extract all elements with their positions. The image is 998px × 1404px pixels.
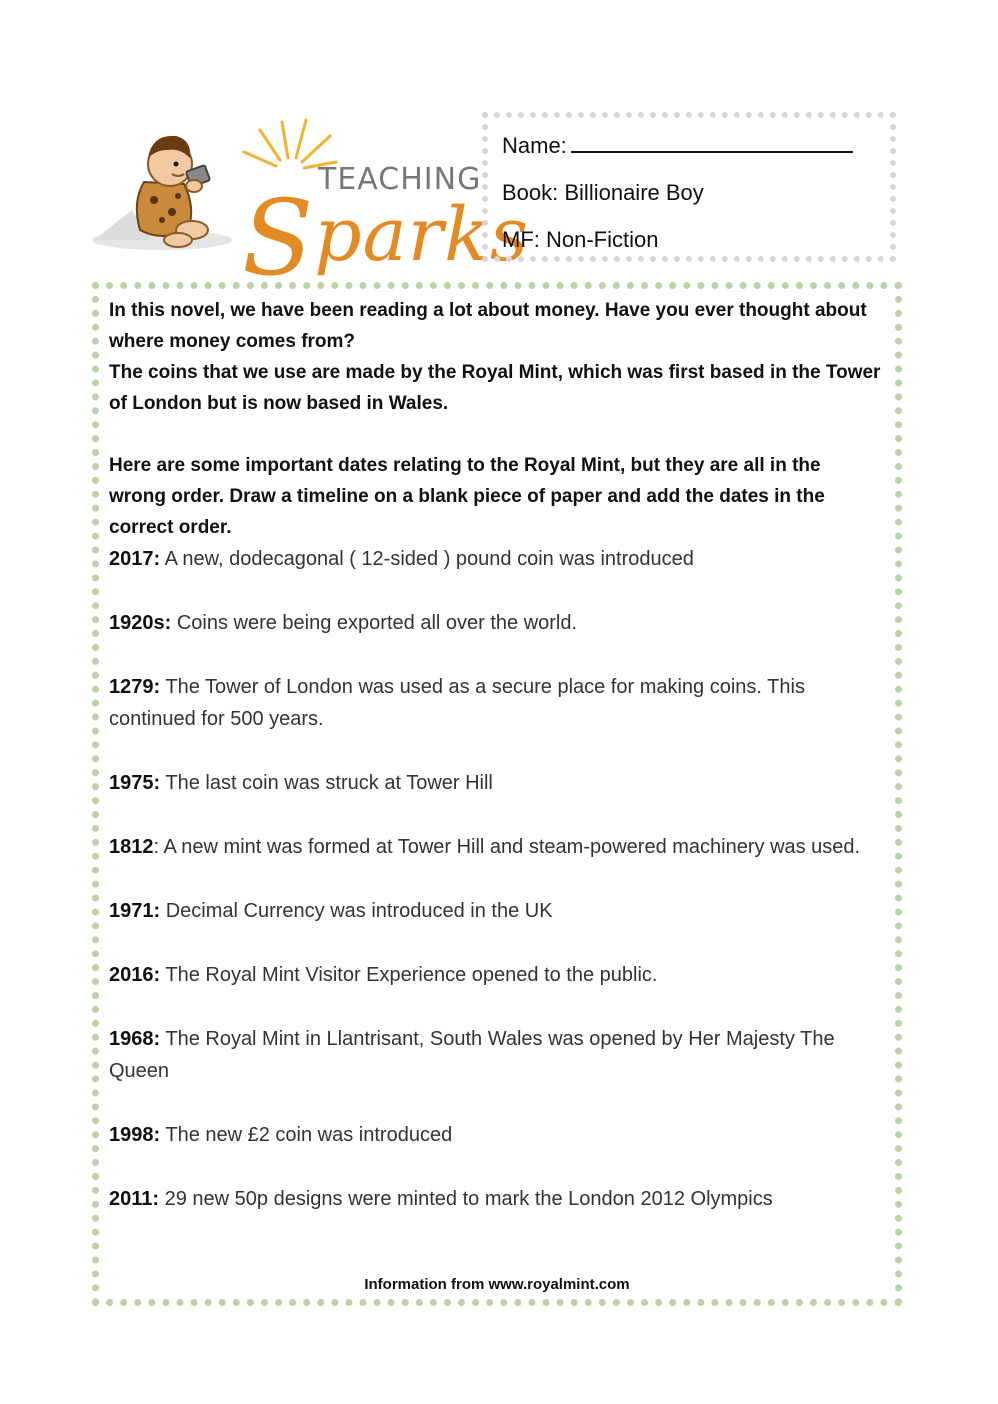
- entry-year: 1998:: [109, 1124, 161, 1146]
- source-footer: Information from www.royalmint.com: [364, 1276, 630, 1293]
- entry-text: The Royal Mint Visitor Experience opened to the public.: [160, 964, 658, 986]
- name-row: [502, 126, 890, 173]
- entry-year: 2011:: [109, 1188, 160, 1210]
- name-blank-line[interactable]: [571, 131, 853, 153]
- list-item: [109, 607, 881, 639]
- list-item: [109, 1183, 881, 1215]
- book-row: Book: Billionaire Boy: [502, 180, 704, 205]
- list-item: [109, 767, 881, 799]
- intro-paragraph-1: In this novel, we have been reading a lot about money. Have you ever thought about where money comes from?: [109, 300, 867, 352]
- entry-year: 2017:: [109, 548, 161, 570]
- student-info-box: [482, 112, 896, 262]
- entry-text: The last coin was struck at Tower Hill: [160, 772, 493, 794]
- list-item: [109, 831, 881, 863]
- entry-text: The new £2 coin was introduced: [160, 1124, 453, 1146]
- entry-year: 1812: [109, 836, 154, 858]
- logo-sparks-initial: S: [242, 177, 315, 299]
- list-item: [109, 671, 881, 735]
- list-item: [109, 895, 881, 927]
- mf-row: MF: Non-Fiction: [502, 227, 659, 252]
- intro-paragraph-2: The coins that we use are made by the Royal Mint, which was first based in the Tower of London but is now based in Wales.: [109, 362, 881, 414]
- list-item: [109, 1119, 881, 1151]
- entry-year: 1971:: [109, 900, 161, 922]
- entry-text: : A new mint was formed at Tower Hill and steam-powered machinery was used.: [153, 836, 861, 858]
- entry-text: Coins were being exported all over the world.: [171, 612, 578, 634]
- entry-text: The Royal Mint in Llantrisant, South Wales was opened by Her Majesty The Queen: [109, 1028, 835, 1082]
- entry-year: 1279:: [109, 676, 161, 698]
- entry-text: A new, dodecagonal ( 12-sided ) pound coin was introduced: [160, 548, 694, 570]
- entry-year: 2016:: [109, 964, 161, 986]
- list-item: [109, 543, 881, 575]
- name-label: Name:: [502, 133, 567, 158]
- entry-text: 29 new 50p designs were minted to mark the London 2012 Olympics: [159, 1188, 773, 1210]
- logo-sparks-rest: parks: [314, 192, 529, 278]
- worksheet-content: [92, 282, 902, 1306]
- dates-list: [109, 543, 881, 1215]
- list-item: [109, 959, 881, 991]
- list-item: [109, 1023, 881, 1087]
- entry-year: 1975:: [109, 772, 161, 794]
- teaching-sparks-logo: [92, 112, 529, 299]
- entry-year: 1968:: [109, 1028, 161, 1050]
- entry-year: 1920s:: [109, 612, 172, 634]
- entry-text: Decimal Currency was introduced in the UK: [160, 900, 553, 922]
- entry-text: The Tower of London was used as a secure place for making coins. This continued for 500 years.: [109, 676, 805, 730]
- logo-teaching-text: TEACHING: [318, 162, 482, 197]
- instructions-paragraph: Here are some important dates relating to the Royal Mint, but they are all in the wrong order. Draw a timeline on a blank piece of paper and add the dates in the correct order.: [109, 455, 825, 538]
